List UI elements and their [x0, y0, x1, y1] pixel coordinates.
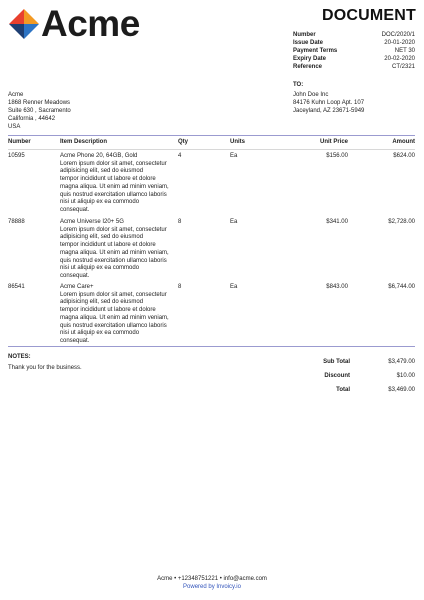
subtotal-row — [298, 359, 415, 367]
address-line: Suite 630 , Sacramento — [8, 108, 71, 114]
description-line: consequat. — [60, 337, 90, 344]
description-line: tempor incididunt ut labore et dolore — [60, 307, 156, 314]
table-header — [8, 139, 415, 147]
total-label: Total — [336, 387, 350, 393]
address-line: Acme — [8, 92, 24, 98]
meta-row — [293, 47, 415, 55]
discount-value: $10.00 — [396, 373, 415, 379]
item-unit-price: $156.00 — [326, 153, 348, 159]
description-line: consequat. — [60, 206, 90, 213]
notes-label: NOTES: — [8, 354, 31, 360]
powered-by-link[interactable]: Powered by Invoicy.io — [183, 584, 241, 590]
table-divider — [8, 135, 415, 136]
company-logo — [8, 3, 140, 44]
meta-row — [293, 31, 415, 39]
description-line: tempor incididunt ut labore et dolore — [60, 242, 156, 249]
meta-value: DOC/2020/1 — [381, 32, 415, 38]
notes-text: Thank you for the business. — [8, 365, 82, 371]
address-line: 84176 Kuhn Loop Apt. 107 — [293, 100, 365, 106]
header-number: Number — [8, 139, 31, 145]
item-amount: $2,728.00 — [388, 219, 415, 225]
description-line: adipisicing elit, sed do eiusmod — [60, 168, 144, 175]
header-unit-price: Unit Price — [319, 139, 348, 145]
address-line: 1868 Renner Meadows — [8, 100, 71, 106]
item-description — [60, 153, 182, 215]
item-units: Ea — [230, 284, 238, 290]
description-line: nisi ut aliquip ex ea commodo — [60, 330, 140, 337]
meta-value: CT/2321 — [391, 64, 415, 70]
acme-logo-icon — [8, 8, 40, 40]
description-line: consequat. — [60, 272, 90, 279]
total-value: $3,469.00 — [388, 387, 415, 393]
company-name: Acme — [41, 3, 140, 44]
description-line: nisi ut aliquip ex ea commodo — [60, 265, 140, 272]
description-line: tempor incididunt ut labore et dolore — [60, 176, 156, 183]
discount-row — [298, 373, 415, 381]
meta-row — [293, 63, 415, 71]
meta-label: Reference — [293, 64, 323, 70]
subtotal-label: Sub Total — [323, 359, 350, 365]
description-line: magna aliqua. Ut enim ad minim veniam, — [60, 314, 169, 321]
subtotal-value: $3,479.00 — [388, 359, 415, 365]
meta-label: Expiry Date — [293, 56, 327, 62]
item-number: 10595 — [8, 153, 25, 159]
item-qty: 8 — [178, 284, 182, 290]
header-amount: Amount — [392, 139, 415, 145]
item-number: 86541 — [8, 284, 25, 290]
header-description: Item Description — [60, 139, 108, 145]
document-title: DOCUMENT — [321, 7, 416, 24]
discount-label: Discount — [324, 373, 350, 379]
footer — [0, 575, 424, 591]
description-line: Lorem ipsum dolor sit amet, consectetur — [60, 160, 167, 167]
header-qty: Qty — [178, 139, 189, 145]
description-line: nisi ut aliquip ex ea commodo — [60, 199, 140, 206]
meta-value: NET 30 — [394, 48, 415, 54]
description-line: Lorem ipsum dolor sit amet, consectetur — [60, 291, 167, 298]
meta-value: 20-01-2020 — [384, 40, 415, 46]
description-line: Acme Phone 20, 64GB, Gold — [60, 153, 138, 159]
meta-row — [293, 39, 415, 47]
description-line: quis nostrud exercitation ullamco laboris — [60, 191, 167, 198]
table-divider — [8, 149, 415, 150]
to-label: TO: — [293, 82, 304, 88]
to-address — [293, 91, 364, 115]
description-line: magna aliqua. Ut enim ad minim veniam, — [60, 183, 169, 190]
meta-row — [293, 55, 415, 63]
total-row — [298, 387, 415, 395]
item-description — [60, 219, 182, 281]
description-line: magna aliqua. Ut enim ad minim veniam, — [60, 249, 169, 256]
from-address — [8, 91, 71, 131]
description-line: Acme Care+ — [60, 284, 94, 290]
meta-value: 20-02-2020 — [384, 56, 415, 62]
item-units: Ea — [230, 153, 238, 159]
item-unit-price: $341.00 — [326, 219, 348, 225]
item-qty: 4 — [178, 153, 182, 159]
footer-contact: Acme • +12348751221 • info@acme.com — [157, 576, 267, 582]
item-description — [60, 284, 182, 346]
address-line: Jaceyland, AZ 23671-5949 — [293, 108, 365, 114]
document-meta — [293, 31, 415, 71]
item-number: 78888 — [8, 219, 25, 225]
description-line: Lorem ipsum dolor sit amet, consectetur — [60, 226, 167, 233]
description-line: quis nostrud exercitation ullamco laboris — [60, 322, 167, 329]
description-line: Acme Universe I20+ 5G — [60, 219, 124, 225]
meta-label: Payment Terms — [293, 48, 338, 54]
meta-label: Number — [293, 32, 316, 38]
item-amount: $624.00 — [393, 153, 415, 159]
description-line: adipisicing elit, sed do eiusmod — [60, 234, 144, 241]
address-line: John Doe Inc — [293, 92, 329, 98]
description-line: adipisicing elit, sed do eiusmod — [60, 299, 144, 306]
item-amount: $6,744.00 — [388, 284, 415, 290]
item-unit-price: $843.00 — [326, 284, 348, 290]
item-qty: 8 — [178, 219, 182, 225]
item-units: Ea — [230, 219, 238, 225]
address-line: USA — [8, 124, 21, 130]
table-divider — [8, 346, 415, 347]
header-units: Units — [230, 139, 245, 145]
description-line: quis nostrud exercitation ullamco laboris — [60, 257, 167, 264]
meta-label: Issue Date — [293, 40, 324, 46]
address-line: California , 44642 — [8, 116, 56, 122]
